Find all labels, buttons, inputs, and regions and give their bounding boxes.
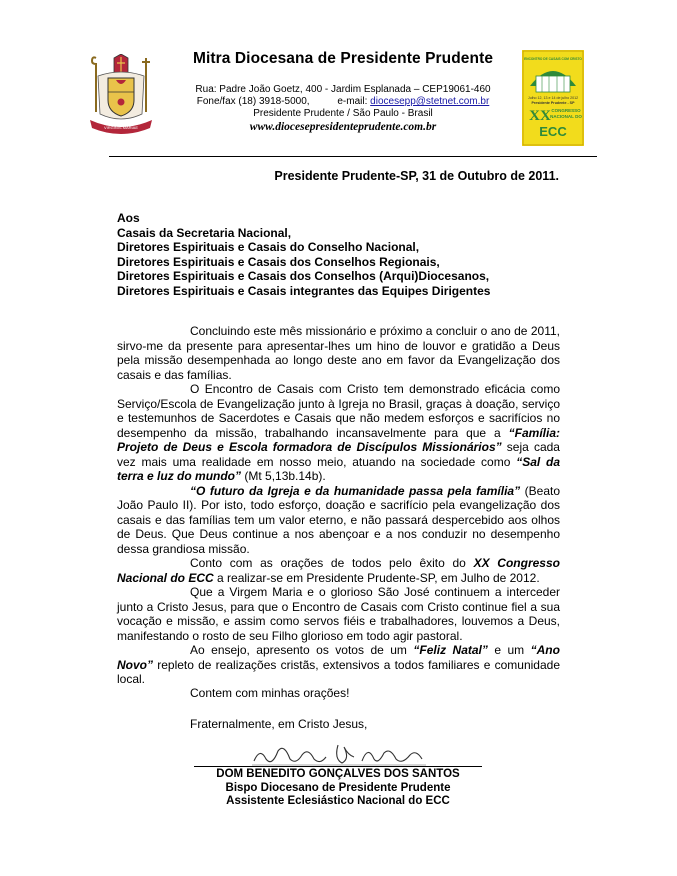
badge-line3: ECC (539, 124, 567, 139)
p2-quote-family: “Família: Projeto de Deus e Escola formadora de Discípulos Missionários” (117, 425, 560, 454)
paragraph-6 (117, 643, 560, 687)
paragraph-1: Concluindo este mês missionário e próximo a concluir o ano de 2011, sirvo-me da presente para apresentar-lhes um hino de louvor e gratidão a Deus pela missão desempenhada ao longo deste ano em favor da Evangelização dos casais e das famílias. (117, 324, 560, 382)
paragraph-5: Que a Virgem Maria e o glorioso São José continuem a interceder junto a Cristo Jesus, para que o Encontro de Casais com Cristo continue fiel a sua vocação e missão, e assim como servos fiéis e trabalhadores, louvemos a Deus, manifestando o rosto de seu Filho glorioso em todo agir pastoral. (117, 585, 560, 643)
signer-title: Bispo Diocesano de Presidente Prudente (225, 781, 451, 794)
p6-text-c: e um (494, 643, 525, 657)
paragraph-4 (117, 556, 560, 585)
badge-date-text: Julho 12, 13 e 14 de julho 2012 (527, 96, 579, 100)
p2-text-a: O Encontro de Casais com Cristo tem demonstrado eficácia como Serviço/Escola de Evangelização junto à Igreja no Brasil, graças à doação, serviço e testemunhos de Sacerdotes e Casais que não medem esforços e sacrifícios no desempenho da missão, trabalhando incansavelmente para que a (117, 382, 560, 440)
p3-quote: “O futuro da Igreja e da humanidade passa pela família” (190, 483, 521, 498)
badge-line1: CONGRESSO (551, 108, 581, 113)
p6-feliz-natal: “Feliz Natal” (413, 643, 488, 657)
crest-ribbon-text: VIRGINIS MARIAE (103, 125, 139, 130)
p6-text-a: Ao ensejo, apresento os votos de um (190, 643, 407, 657)
diocese-crest-logo (84, 54, 158, 138)
handwritten-signature (250, 737, 430, 769)
p2-reference: (Mt 5,13b.14b). (244, 469, 326, 483)
p6-text-e: repleto de realizações cristãs, extensivos a todos familiares e comunidade local. (117, 657, 560, 686)
recipient-line: Diretores Espirituais e Casais dos Conselhos Regionais, (117, 254, 440, 269)
letter-date: Presidente Prudente-SP, 31 de Outubro de 2011. (274, 169, 559, 183)
p6-ano-novo: “Ano Novo” (117, 643, 560, 672)
badge-top-text: ENCONTRO DE CASAIS COM CRISTO (524, 57, 582, 61)
ecc-congress-badge (522, 50, 584, 146)
p2-text-c: seja cada vez mais uma realidade em nosso meio, atuando na sociedade como (117, 440, 560, 469)
paragraph-2 (117, 382, 560, 484)
email-label: e-mail: (337, 96, 368, 107)
website-url[interactable]: www.diocesepresidenteprudente.com.br (249, 121, 437, 133)
p4-text-a: Conto com as orações de todos pelo êxito do (190, 556, 466, 570)
closing-prayers: Contem com minhas orações! (190, 686, 350, 700)
badge-city-text: Presidente Prudente - SP (531, 101, 575, 105)
recipient-line: Diretores Espirituais e Casais do Conselho Nacional, (117, 240, 420, 255)
phone-text: Fone/fax (18) 3918-5000, (196, 96, 310, 107)
badge-line2: NACIONAL DO (550, 114, 582, 119)
recipient-line: Aos (117, 211, 140, 225)
paragraph-3 (117, 484, 560, 557)
recipients-block (117, 211, 490, 299)
recipient-line: Diretores Espirituais e Casais integrantes das Equipes Dirigentes (117, 283, 491, 298)
email-link[interactable]: diocesepp@stetnet.com.br (370, 96, 490, 107)
signature-block (180, 768, 496, 809)
letter-body (117, 324, 560, 687)
closing-salutation: Fraternalmente, em Cristo Jesus, (190, 717, 368, 731)
p2-quote-salt: “Sal da terra e luz do mundo” (117, 454, 560, 483)
recipient-line: Diretores Espirituais e Casais dos Conselhos (Arqui)Diocesanos, (117, 269, 490, 284)
p4-congress: XX Congresso Nacional do ECC (117, 556, 560, 585)
header-divider (109, 156, 597, 157)
badge-roman-numeral: XX (529, 108, 551, 124)
signer-title: Assistente Eclesiástico Nacional do ECC (226, 795, 450, 807)
org-title: Mitra Diocesana de Presidente Prudente (192, 50, 494, 67)
contact-line (186, 96, 500, 108)
city-line: Presidente Prudente / São Paulo - Brasil (253, 108, 433, 119)
address-line: Rua: Padre João Goetz, 400 - Jardim Esplanada – CEP19061-460 (195, 84, 491, 95)
recipient-line: Casais da Secretaria Nacional, (117, 225, 292, 240)
p4-text-c: a realizar-se em Presidente Prudente-SP, em Julho de 2012. (217, 570, 540, 585)
signer-name: DOM BENEDITO GONÇALVES DOS SANTOS (216, 768, 460, 780)
org-address (186, 84, 500, 120)
p3-text: (Beato João Paulo II). Por isto, todo esforço, doação e sacrifício pela evangelização dos casais e das famílias tem um valor eterno, e não passará despercebido aos olhos de Deus. Que Deus continue a nos abençoar e a nos conduzir no desempenho dessa grandiosa missão. (117, 483, 560, 556)
signature-line (194, 766, 482, 767)
